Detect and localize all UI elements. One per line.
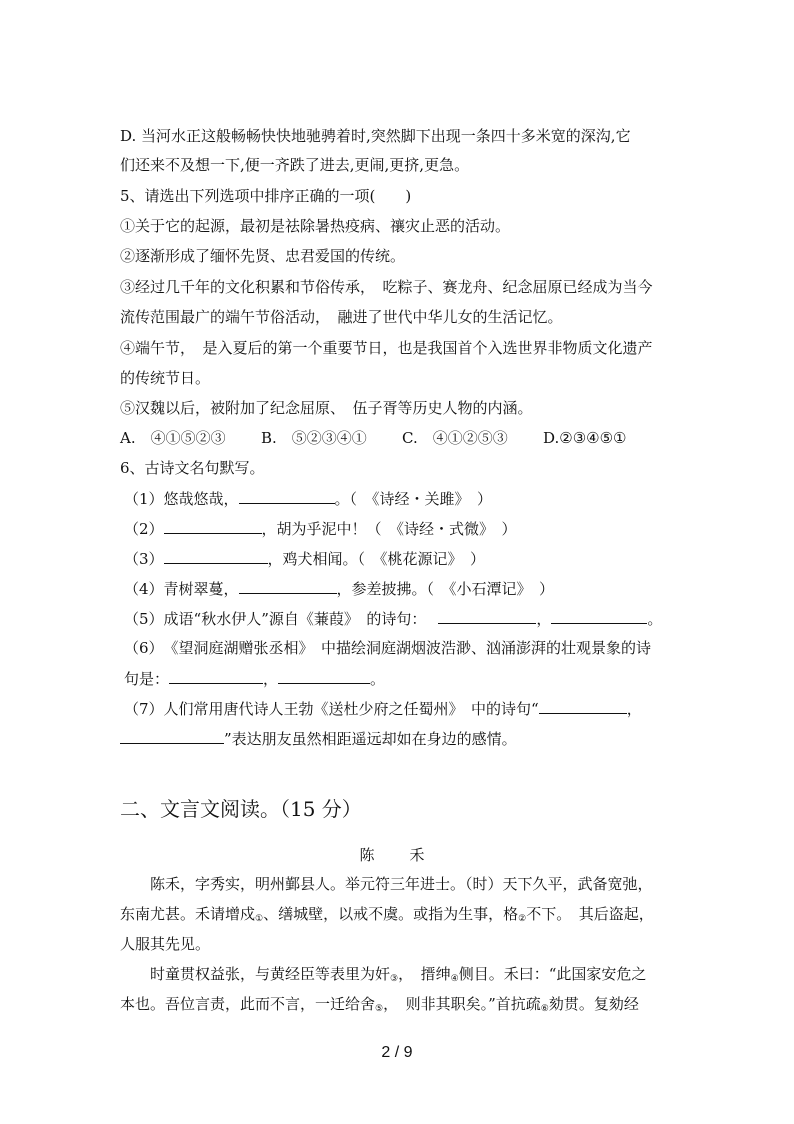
answer-blank[interactable] [239, 488, 335, 504]
q6-item-7-tail: ”表达朋友虽然相距遥远却如在身边的感情。 [224, 730, 517, 748]
q6-item-7-text: （7）人们常用唐代诗人王勃《送杜少府之任蜀州》 中的诗句“ [124, 700, 539, 718]
q5-sentence-4-line2: 的传统节日。 [120, 369, 211, 387]
passage-p1-line2 [120, 904, 654, 929]
q6-item-3-num: （3） [124, 550, 164, 568]
q5-sentence-3-line2: 流传范围最广的端午节俗活动， 融进了世代中华儿女的生活记忆。 [120, 308, 563, 326]
q5-sentence-5: ⑤汉魏以后，被附加了纪念屈原、 伍子胥等历史人物的内涵。 [120, 399, 533, 417]
answer-blank[interactable] [120, 728, 224, 744]
passage-text: 东南尤甚。禾请增戍 [120, 905, 256, 923]
q6-item-4-text: （4）青树翠蔓， [124, 580, 239, 598]
q6-item-6-line2 [124, 668, 385, 689]
answer-blank[interactable] [539, 698, 627, 714]
q5-option-d: D.②③④⑤① [543, 429, 627, 447]
q6-item-5 [124, 608, 662, 629]
passage-text: 不下。 其后盗起， [526, 905, 654, 923]
footnote-marker: ① [255, 914, 264, 924]
answer-blank[interactable] [164, 518, 262, 534]
passage-text: 劾贯。复劾经 [548, 995, 639, 1013]
q6-item-5-comma: ， [536, 610, 552, 628]
passage-p2-line1 [150, 964, 646, 989]
footnote-marker: ② [518, 914, 527, 924]
q6-item-6-prefix: 句是： [124, 670, 170, 688]
q6-item-7-comma: ， [626, 700, 642, 718]
q5-option-c: C. ④①②⑤③ [402, 429, 508, 447]
answer-blank[interactable] [438, 608, 536, 624]
answer-blank[interactable] [551, 608, 647, 624]
section-heading: 二、文言文阅读。（15 分） [120, 797, 362, 821]
footnote-marker: ④ [450, 974, 459, 984]
passage-p1-line1: 陈禾，字秀实，明州鄞县人。举元符三年进士。（时）天下久平，武备宽弛， [150, 875, 653, 893]
q5-sentence-4-line1: ④端午节， 是入夏后的第一个重要节日，也是我国首个入选世界非物质文化遗产 [120, 339, 653, 357]
answer-blank[interactable] [164, 548, 268, 564]
q6-stem: 6、古诗文名句默写。 [120, 459, 265, 477]
q6-item-6-period: 。 [370, 670, 386, 688]
footnote-marker: ③ [390, 974, 399, 984]
page-number: 2 / 9 [381, 1044, 413, 1061]
passage-text: 侧目。禾曰：“此国家安危之 [458, 965, 647, 983]
footnote-marker: ⑤ [375, 1004, 384, 1014]
q6-item-6-comma: ， [263, 670, 279, 688]
passage-title: 陈 禾 [359, 846, 435, 864]
q5-option-b: B. ⑤②③④① [261, 429, 367, 447]
passage-p1-line3: 人服其先见。 [120, 935, 211, 953]
q5-option-a: A. ④①⑤②③ [120, 429, 226, 447]
q5-sentence-1: ①关于它的起源，最初是祛除暑热疫病、禳灾止恶的活动。 [120, 217, 511, 235]
passage-text: 、缮城壁，以戒不虞。或指为生事，格 [263, 905, 519, 923]
footnote-marker: ⑥ [540, 1004, 549, 1014]
answer-blank[interactable] [169, 668, 263, 684]
passage-p2-line2 [120, 994, 639, 1019]
q5-options [120, 428, 627, 448]
passage-text: 本也。吾位言责，此而不言，一迁给舍 [120, 995, 376, 1013]
q6-item-4-source: ，参差披拂。（ 《小石潭记》 ） [336, 580, 555, 598]
q6-item-1 [124, 488, 492, 509]
passage-text: ， 则非其职矣。”首抗疏 [383, 995, 541, 1013]
q6-item-2-num: （2） [124, 520, 164, 538]
q6-item-5-period: 。 [647, 610, 663, 628]
q6-item-7-line2 [120, 728, 517, 749]
q6-item-2-text: ，胡为乎泥中！（ 《诗经・式微》 ） [261, 520, 517, 538]
q6-item-4 [124, 578, 554, 599]
answer-blank[interactable] [278, 668, 370, 684]
answer-blank[interactable] [239, 578, 337, 594]
q5-sentence-2: ②逐渐形成了缅怀先贤、忠君爱国的传统。 [120, 247, 406, 265]
passage-text: 时童贯权益张，与黄经臣等表里为奸 [150, 965, 391, 983]
passage-text: ， 搢绅 [398, 965, 451, 983]
q6-item-1-text: （1）悠哉悠哉， [124, 490, 239, 508]
q6-item-3-text: ，鸡犬相闻。（ 《桃花源记》 ） [267, 550, 486, 568]
q6-item-5-text: （5）成语“秋水伊人”源自《蒹葭》 的诗句： [124, 610, 427, 628]
q5-stem: 5、请选出下列选项中排序正确的一项( ) [120, 187, 412, 205]
q4-option-d-line2: 们还来不及想一下,便一齐跌了进去,更闹,更挤,更急。 [120, 156, 470, 174]
q6-item-1-source: 。（ 《诗经・关雎》 ） [334, 490, 493, 508]
q6-item-6-line1: （6） 《望洞庭湖赠张丞相》 中描绘洞庭湖烟波浩渺、汹涌澎湃的壮观景象的诗 [124, 639, 652, 657]
q6-item-3 [124, 548, 485, 569]
q5-sentence-3-line1: ③经过几千年的文化积累和节俗传承， 吃粽子、赛龙舟、纪念屈原已经成为当今 [120, 278, 653, 296]
q6-item-7-line1 [124, 698, 642, 719]
q6-item-2 [124, 518, 517, 539]
q4-option-d-line1: D. 当河水正这般畅畅快快地驰骋着时,突然脚下出现一条四十多米宽的深沟,它 [120, 127, 631, 145]
